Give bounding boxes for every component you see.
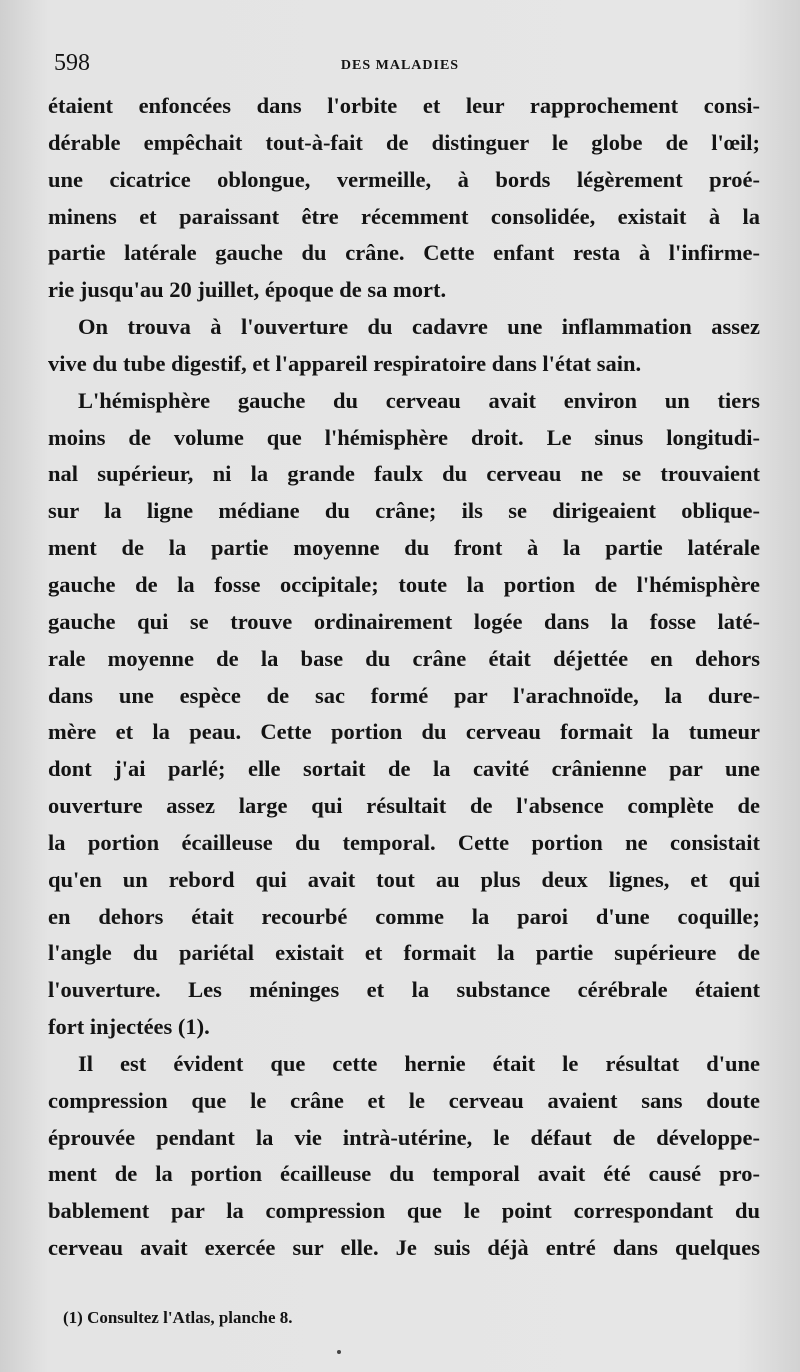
text-line: éprouvée pendant la vie intrà-utérine, le défaut de développe-	[48, 1124, 760, 1150]
text-line: minens et paraissant être récemment consolidée, existait à la	[48, 203, 760, 229]
text-line: l'angle du pariétal existait et formait la partie supérieure de	[48, 940, 760, 966]
text-line: dont j'ai parlé; elle sortait de la cavité crânienne par une	[48, 756, 760, 782]
text-line: partie latérale gauche du crâne. Cette enfant resta à l'infirme-	[48, 240, 760, 266]
text-line: mère et la peau. Cette portion du cerveau formait la tumeur	[48, 719, 760, 745]
text-line: sur la ligne médiane du crâne; ils se dirigeaient oblique-	[48, 498, 760, 524]
text-line: rie jusqu'au 20 juillet, époque de sa mort.	[48, 277, 447, 303]
text-line: L'hémisphère gauche du cerveau avait environ un tiers	[78, 387, 760, 413]
text-line: qu'en un rebord qui avait tout au plus deux lignes, et qui	[48, 866, 760, 892]
text-line: dans une espèce de sac formé par l'arachnoïde, la dure-	[48, 682, 760, 708]
text-line: bablement par la compression que le point correspondant du	[48, 1198, 760, 1224]
running-title: DES MALADIES	[340, 58, 460, 73]
text-line: étaient enfoncées dans l'orbite et leur rapprochement consi-	[48, 93, 760, 118]
text-line: moins de volume que l'hémisphère droit. Le sinus longitudi-	[48, 424, 760, 450]
text-line: Il est évident que cette hernie était le résultat d'une	[78, 1050, 760, 1076]
text-line: ment de la partie moyenne du front à la partie latérale	[48, 535, 760, 561]
text-line: rale moyenne de la base du crâne était déjettée en dehors	[48, 645, 760, 671]
text-line: compression que le crâne et le cerveau avaient sans doute	[48, 1087, 760, 1113]
text-line: dérable empêchait tout-à-fait de distinguer le globe de l'œil;	[48, 129, 760, 155]
text-line: nal supérieur, ni la grande faulx du cerveau ne se trouvaient	[48, 461, 760, 487]
text-line: ment de la portion écailleuse du temporal avait été causé pro-	[48, 1161, 760, 1187]
text-line: vive du tube digestif, et l'appareil respiratoire dans l'état sain.	[48, 350, 642, 376]
text-line: gauche qui se trouve ordinairement logée dans la fosse laté-	[48, 608, 760, 634]
ink-speck	[337, 1350, 341, 1354]
page-number: 598	[54, 50, 90, 76]
text-line: ouverture assez large qui résultait de l'absence complète de	[48, 793, 760, 819]
text-line: l'ouverture. Les méninges et la substance cérébrale étaient	[48, 977, 760, 1003]
text-line: fort injectées (1).	[48, 1014, 210, 1040]
text-line: en dehors était recourbé comme la paroi d'une coquille;	[48, 903, 760, 929]
footnote: (1) Consultez l'Atlas, planche 8.	[63, 1308, 293, 1327]
text-line: On trouva à l'ouverture du cadavre une inflammation assez	[78, 314, 760, 340]
text-line: la portion écailleuse du temporal. Cette portion ne consistait	[48, 829, 760, 855]
text-line: gauche de la fosse occipitale; toute la portion de l'hémisphère	[48, 571, 760, 597]
body-text	[48, 88, 760, 1267]
text-line: cerveau avait exercée sur elle. Je suis déjà entré dans quelques	[48, 1235, 760, 1261]
text-line: une cicatrice oblongue, vermeille, à bords légèrement proé-	[48, 166, 760, 192]
